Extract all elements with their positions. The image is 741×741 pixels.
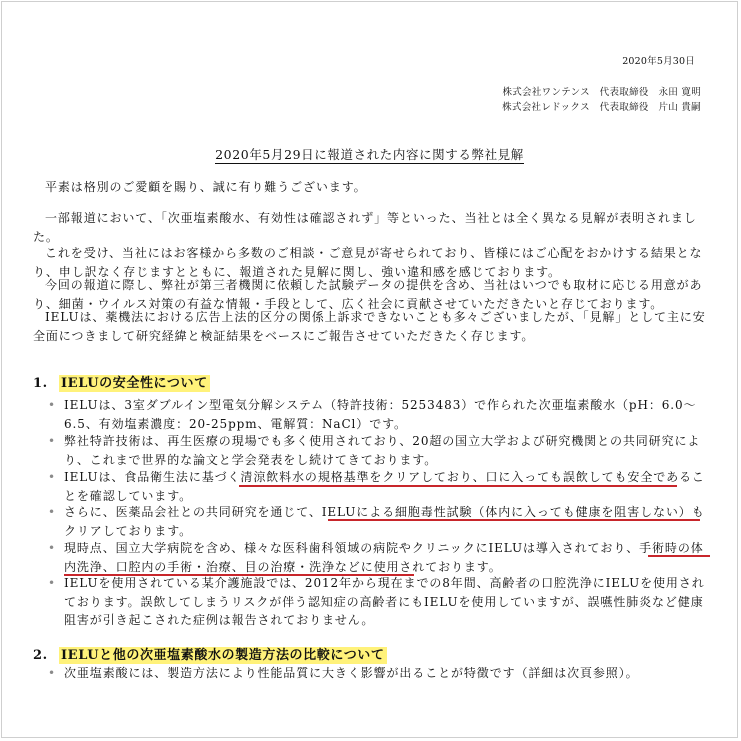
list-item xyxy=(48,503,714,540)
bullet-icon: • xyxy=(48,505,56,519)
list-item xyxy=(48,664,714,683)
paragraph-interview: 今回の報道に際し、弊社が第三者機関に依頼した試験データの提供を含め、当社はいつでも取材に応じる用意があり、細菌・ウイルス対策の有益な情報・手段として、広く社会に貢献させていただきたいと存じております。 xyxy=(33,278,703,311)
bullet-icon: • xyxy=(48,576,56,590)
list-item xyxy=(48,432,714,469)
section-title-highlight: IELUの安全性について xyxy=(61,376,208,391)
red-underline xyxy=(239,485,677,487)
list-item xyxy=(48,539,714,576)
list-item-text: 現時点、国立大学病院を含め、様々な医科歯科領域の病院やクリニックにIELUは導入されており、手術時の体内洗浄、口腔内の手術・治療、目の治療・洗浄などに使用されております。 xyxy=(64,541,704,574)
section-heading-safety xyxy=(33,372,210,391)
bullet-icon: • xyxy=(48,434,56,448)
section-heading-comparison xyxy=(33,644,387,663)
signatory-wantens: 株式会社ワンテンス 代表取締役 永田 寛明 xyxy=(502,87,701,98)
list-item-text: IELUは、3室ダブルイン型電気分解システム（特許技術：5253483）で作られた次亜塩素酸水（pH：6.0〜6.5、有効塩素濃度：20-25ppm、電解質：NaCl）です。 xyxy=(64,398,697,431)
paragraph-report: 一部報道において、「次亜塩素酸水、有効性は確認されず」等といった、当社とは全く異なる見解が表明されました。 xyxy=(33,211,697,244)
section-title-highlight: IELUと他の次亜塩素酸水の製造方法の比較について xyxy=(61,648,385,663)
list-item-text: 弊社特許技術は、再生医療の現場でも多く使用されており、20超の国立大学および研究機関との共同研究により、これまで世界的な論文と学会発表をし続けてきております。 xyxy=(64,434,701,467)
document-page xyxy=(1,1,738,738)
bullet-icon: • xyxy=(48,470,56,484)
bullet-icon: • xyxy=(48,666,56,680)
paragraph-ielu-view: IELUは、薬機法における広告上法的区分の関係上訴求できないことも多々ございましたが、「見解」として主に安全面につきまして研究経緯と検証結果をベースにご報告させていただきたく存じます。 xyxy=(33,310,706,343)
list-item-text: 次亜塩素酸には、製造方法により性能品質に大きく影響が出ることが特徴です（詳細は次頁参照）。 xyxy=(64,666,639,680)
document-date: 2020年5月30日 xyxy=(622,56,695,67)
bullet-icon: • xyxy=(48,398,56,412)
list-item xyxy=(48,574,714,630)
list-item xyxy=(48,396,714,433)
document-title-text: 2020年5月29日に報道された内容に関する弊社見解 xyxy=(215,147,524,162)
section-number: 1. xyxy=(33,376,48,391)
list-item-text: IELUを使用されている某介護施設では、2012年から現在までの8年間、高齢者の口腔洗浄にIELUを使用されております。誤飲してしまうリスクが伴う認知症の高齢者にもIELUを使用していますが、誤嚥性肺炎など健康阻害が引き起こされた症例は報告されておりません。 xyxy=(64,576,705,627)
list-item-text: さらに、医薬品会社との共同研究を通じて、IELUによる細胞毒性試験（体内に入っても健康を阻害しない）もクリアしております。 xyxy=(64,505,705,538)
red-underline xyxy=(328,519,700,521)
list-item-text: IELUは、食品衛生法に基づく清涼飲料水の規格基準をクリアしており、口に入っても誤飲しても安全であることを確認しています。 xyxy=(64,470,705,503)
paragraph-response: これを受け、当社にはお客様から多数のご相談・ご意見が寄せられており、皆様にはご心配をおかけする結果となり、申し訳なく存じますとともに、報道された見解に関し、強い違和感を感じております。 xyxy=(33,246,703,279)
red-underline xyxy=(648,555,710,557)
red-underline xyxy=(64,574,414,576)
bullet-icon: • xyxy=(48,541,56,555)
document-title xyxy=(2,145,737,163)
section-number: 2. xyxy=(33,648,48,663)
paragraph-greeting: 平素は格別のご愛顧を賜り、誠に有り難うございます。 xyxy=(45,180,367,194)
signatory-redox: 株式会社レドックス 代表取締役 片山 貴嗣 xyxy=(502,102,701,113)
